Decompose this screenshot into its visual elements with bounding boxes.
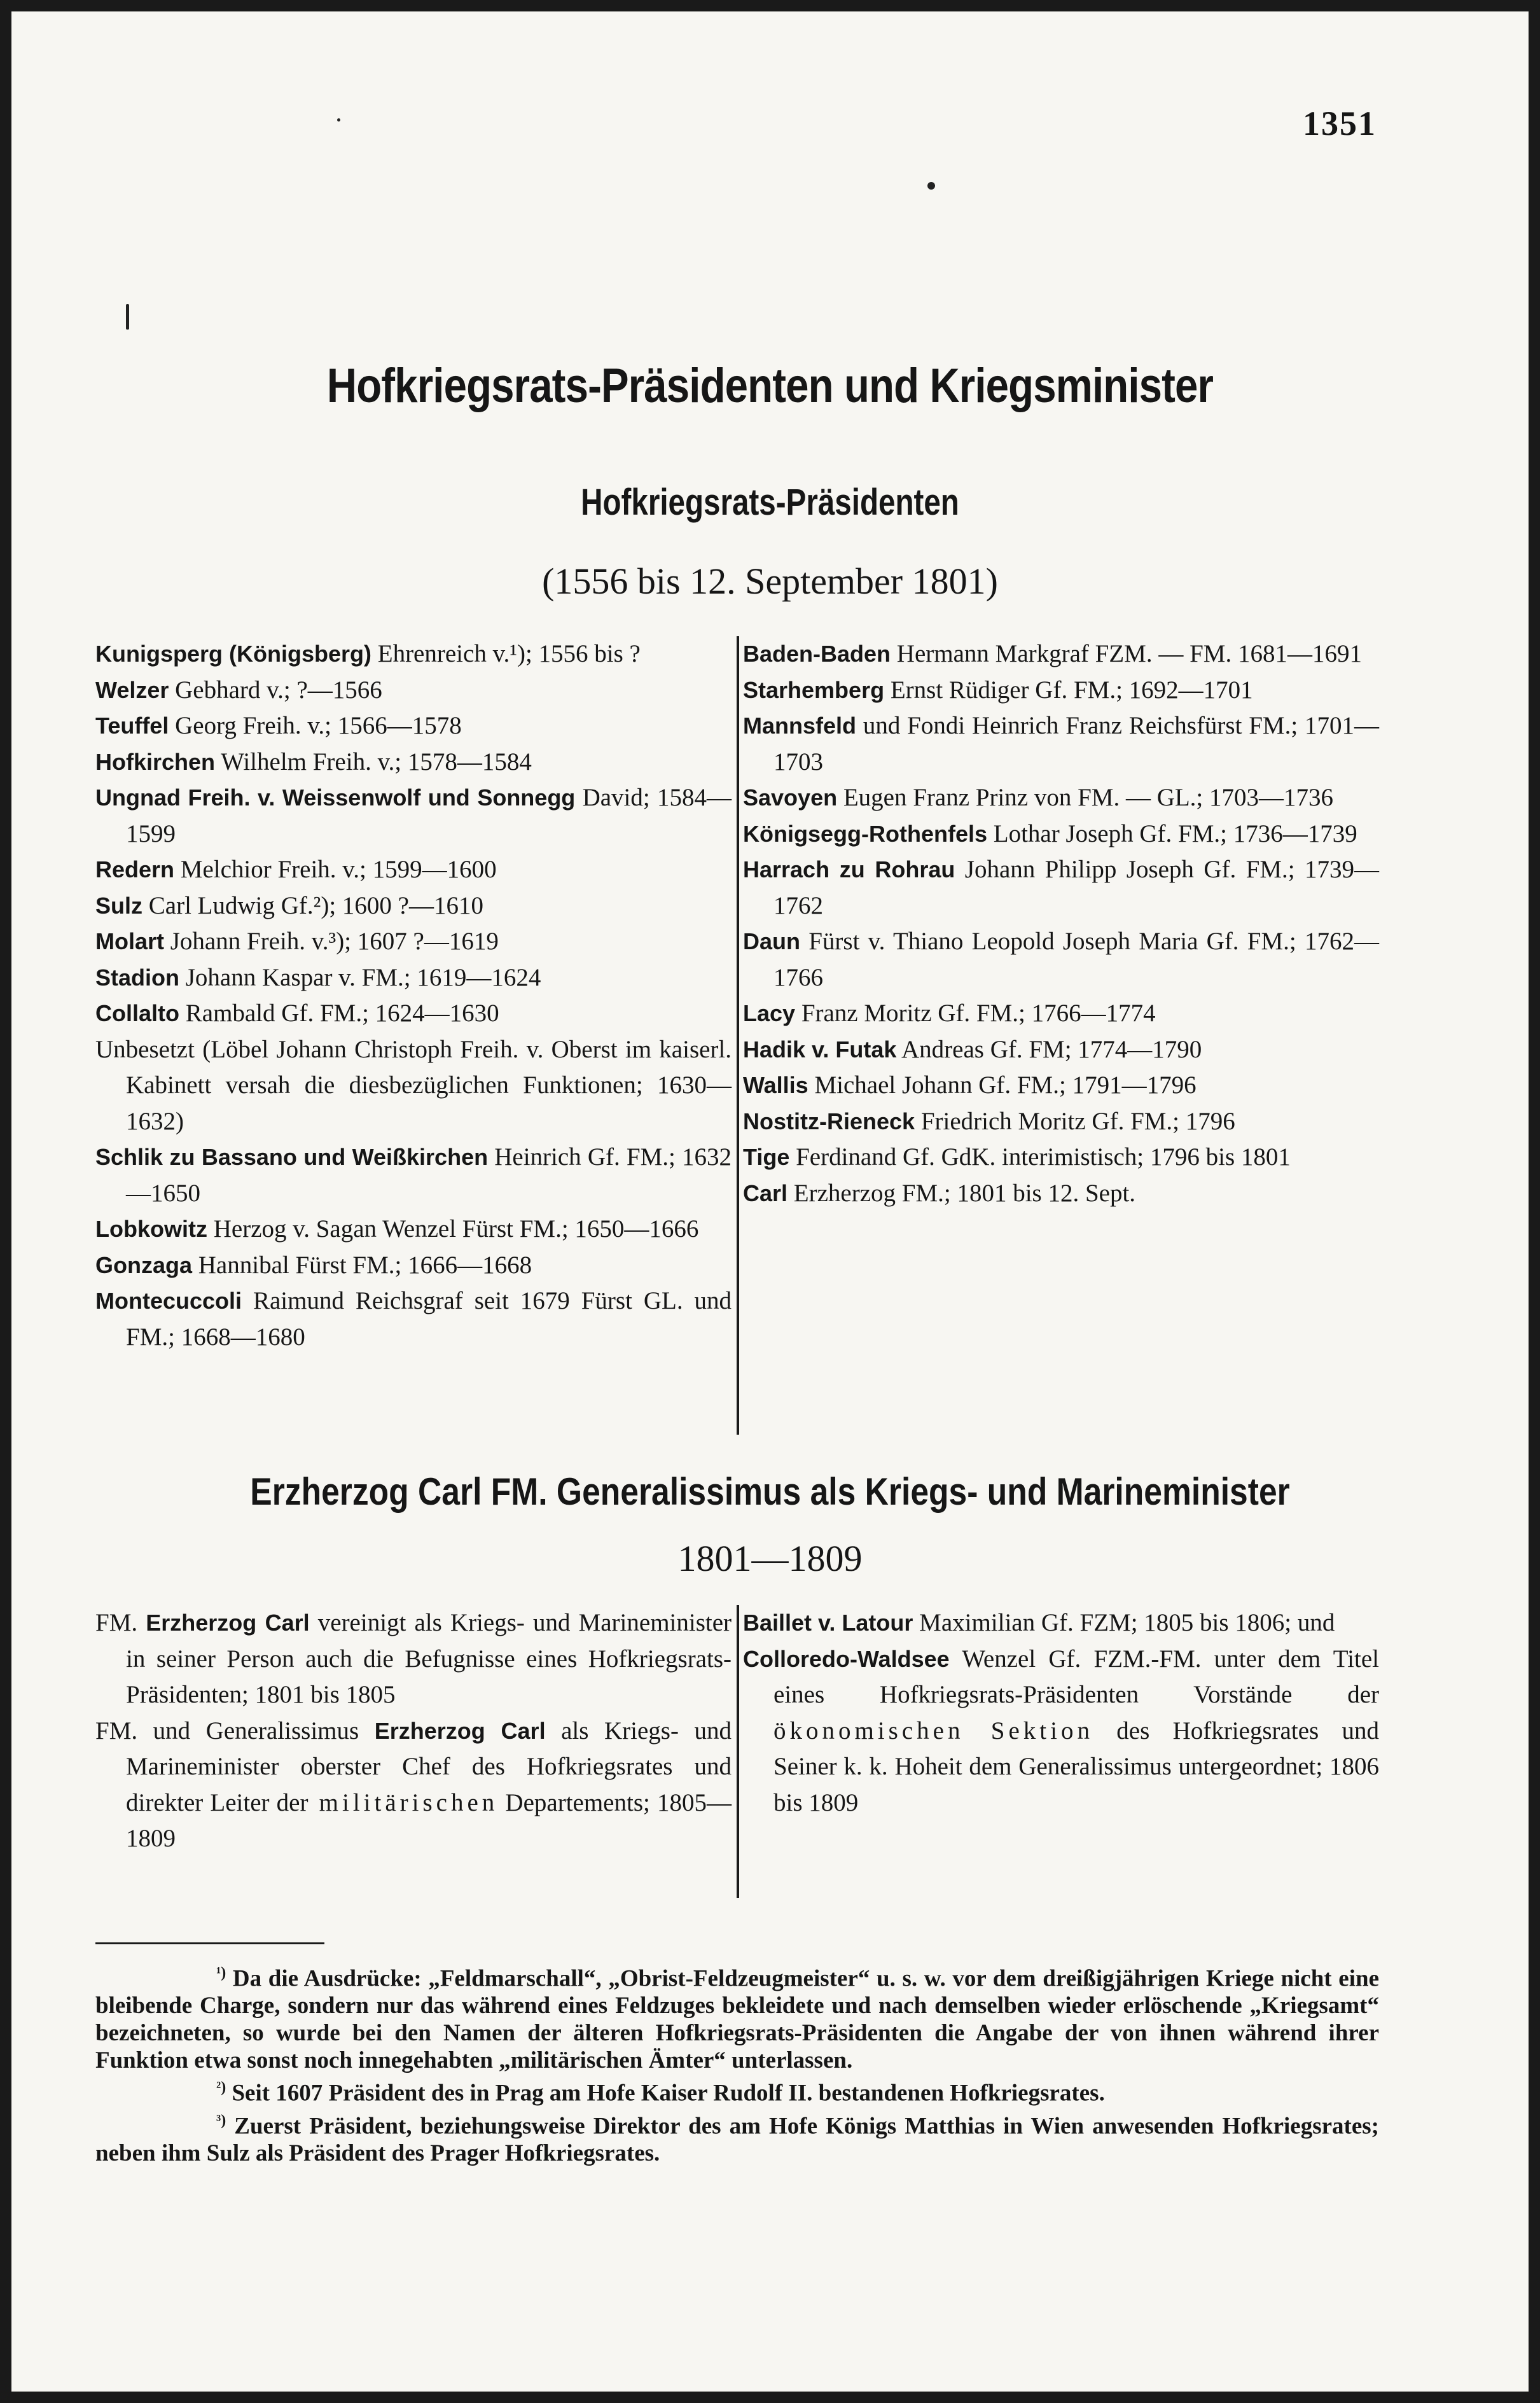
footnote: $^{^3)}$ Zuerst Präsident, beziehungsweise Direktor des am Hofe Königs Matthias in Wien anwesenden Hofkriegsrates; neben ihm Sulz als Präsident des Prager Hofkriegsrates. <box>95 2112 1379 2166</box>
minister-column-left <box>95 1605 732 1857</box>
president-entry: Montecuccoli Raimund Reichsgraf seit 1679 Fürst GL. und FM.; 1668—1680 <box>95 1287 732 1351</box>
book-page <box>11 11 1529 2392</box>
president-name: Nostitz-Rieneck <box>743 1108 915 1134</box>
section-title: Hofkriegsrats-Präsidenten <box>581 482 959 523</box>
president-name: Savoyen <box>743 784 838 811</box>
minister-name: Erzherzog Carl <box>146 1610 310 1636</box>
president-name: Lobkowitz <box>95 1216 207 1242</box>
president-name: Sulz <box>95 892 143 919</box>
president-name: Molart <box>95 928 164 954</box>
president-entry: Tige Ferdinand Gf. GdK. interimistisch; 1796 bis 1801 <box>743 1143 1291 1171</box>
president-entry: Kunigsperg (Königsberg) Ehrenreich v.¹); 1556 bis ? <box>95 640 641 667</box>
president-entry: Lobkowitz Herzog v. Sagan Wenzel Fürst FM.; 1650—1666 <box>95 1215 699 1243</box>
president-entry: Molart Johann Freih. v.³); 1607 ?—1619 <box>95 928 499 955</box>
president-name: Starhemberg <box>743 676 885 703</box>
president-name: Hofkirchen <box>95 748 216 775</box>
president-entry: Redern Melchior Freih. v.; 1599—1600 <box>95 856 497 883</box>
footnote-rule <box>95 1942 324 1944</box>
president-entry: Teuffel Georg Freih. v.; 1566—1578 <box>95 712 462 739</box>
presidents-column-right <box>743 636 1379 1211</box>
president-name: Lacy <box>743 1000 796 1026</box>
page-title: Hofkriegsrats-Präsidenten und Kriegsminister <box>326 359 1214 413</box>
president-name: Collalto <box>95 1000 179 1026</box>
president-name: Montecuccoli <box>95 1288 242 1314</box>
president-name: Redern <box>95 856 175 882</box>
column-divider <box>737 636 739 1435</box>
president-name: Baden-Baden <box>743 641 891 667</box>
president-entry: Lacy Franz Moritz Gf. FM.; 1766—1774 <box>743 1000 1156 1027</box>
president-name: Stadion <box>95 964 179 991</box>
footnotes <box>95 1960 1379 2167</box>
minister-name: Erzherzog Carl <box>374 1717 546 1744</box>
president-name: Hadik v. Futak <box>743 1036 897 1062</box>
minister-entry: FM. Erzherzog Carl vereinigt als Kriegs- und Marineminister in seiner Person auch die Befugnisse eines Hofkriegsrats-Präsidenten; 1801 bis 1805 <box>95 1609 732 1708</box>
president-name: Harrach zu Rohrau <box>743 856 955 882</box>
president-entry: Collalto Rambald Gf. FM.; 1624—1630 <box>95 1000 499 1027</box>
vacancy-entry: Unbesetzt (Löbel Johann Christoph Freih. v. Oberst im kaiserl. Kabinett versah die diesbezüglichen Funktionen; 1630—1632) <box>95 1035 732 1135</box>
minister-name: Colloredo-Waldsee <box>743 1645 950 1672</box>
president-entry: Schlik zu Bassano und Weißkirchen Heinrich Gf. FM.; 1632—1650 <box>95 1143 732 1207</box>
president-entry: Stadion Johann Kaspar v. FM.; 1619—1624 <box>95 963 541 991</box>
presidents-column-left <box>95 636 732 1355</box>
section-date-range: (1556 bis 12. September 1801) <box>542 561 998 602</box>
president-name: Königsegg-Rothenfels <box>743 820 987 847</box>
president-name: Schlik zu Bassano und Weißkirchen <box>95 1144 489 1170</box>
page-number: 1351 <box>1303 104 1377 143</box>
president-name: Kunigsperg (Königsberg) <box>95 641 371 667</box>
president-entry: Starhemberg Ernst Rüdiger Gf. FM.; 1692—1701 <box>743 676 1253 704</box>
footnote: $^{^2)}$ Seit 1607 Präsident des in Prag am Hofe Kaiser Rudolf II. bestandenen Hofkriegsrates. <box>216 2079 1105 2107</box>
president-entry: Welzer Gebhard v.; ?—1566 <box>95 676 382 704</box>
footnote: $^{^1)}$ Da die Ausdrücke: „Feldmarschall“, „Obrist-Feldzeugmeister“ u. s. w. vor dem dreißigjährigen Kriege nicht eine bleibende Charge, sondern nur das während eines Feldzuges bekleidete und nach demselben wieder erlöschende „Kriegsamt“ bezeichneten, so wurde bei den Namen der älteren Hofkriegsrats-Präsidenten die Angabe der von ihnen während ihrer Funktion etwa sonst noch innegehabten „militärischen Ämter“ unterlassen. <box>95 1965 1379 2074</box>
ink-speck <box>337 118 340 122</box>
president-entry: Königsegg-Rothenfels Lothar Joseph Gf. FM.; 1736—1739 <box>743 819 1357 847</box>
president-entry: Carl Erzherzog FM.; 1801 bis 12. Sept. <box>743 1179 1136 1207</box>
president-entry: Ungnad Freih. v. Weissenwolf und Sonnegg David; 1584—1599 <box>95 784 732 847</box>
president-entry: Harrach zu Rohrau Johann Philipp Joseph Gf. FM.; 1739—1762 <box>743 856 1379 919</box>
president-name: Tige <box>743 1144 790 1170</box>
president-name: Gonzaga <box>95 1251 193 1278</box>
president-name: Mannsfeld <box>743 713 857 739</box>
section-years: 1801—1809 <box>677 1538 863 1579</box>
president-name: Ungnad Freih. v. Weissenwolf und Sonnegg <box>95 784 576 811</box>
president-name: Wallis <box>743 1072 808 1098</box>
president-entry: Sulz Carl Ludwig Gf.²); 1600 ?—1610 <box>95 891 483 919</box>
president-entry: Baden-Baden Hermann Markgraf FZM. — FM. 1681—1691 <box>743 640 1362 667</box>
minister-entry: Baillet v. Latour Maximilian Gf. FZM; 1805 bis 1806; und <box>743 1609 1335 1636</box>
president-entry: Nostitz-Rieneck Friedrich Moritz Gf. FM.; 1796 <box>743 1107 1235 1135</box>
president-name: Carl <box>743 1180 788 1206</box>
minister-entry: Colloredo-Waldsee Wenzel Gf. FZM.-FM. unter dem Titel eines Hofkriegsrats-Präsidenten Vorstände der ökonomischen Sektion des Hofkriegsrates und Seiner k. k. Hoheit dem Generalissimus untergeordnet; 1806 bis 1809 <box>743 1645 1379 1816</box>
minister-entry: FM. und Generalissimus Erzherzog Carl als Kriegs- und Marineminister oberster Chef des Hofkriegsrates und direkter Leiter der militärischen Departements; 1805—1809 <box>95 1717 732 1852</box>
president-name: Daun <box>743 928 800 954</box>
ink-speck <box>126 304 129 330</box>
column-divider <box>737 1605 739 1898</box>
president-entry: Daun Fürst v. Thiano Leopold Joseph Maria Gf. FM.; 1762—1766 <box>743 928 1379 991</box>
president-entry: Gonzaga Hannibal Fürst FM.; 1666—1668 <box>95 1251 532 1279</box>
president-name: Teuffel <box>95 713 169 739</box>
president-entry: Mannsfeld und Fondi Heinrich Franz Reichsfürst FM.; 1701—1703 <box>743 712 1379 776</box>
president-entry: Savoyen Eugen Franz Prinz von FM. — GL.; 1703—1736 <box>743 784 1334 811</box>
minister-name: Baillet v. Latour <box>743 1610 913 1636</box>
president-entry: Hadik v. Futak Andreas Gf. FM; 1774—1790 <box>743 1035 1202 1063</box>
president-name: Welzer <box>95 676 169 703</box>
president-entry: Hofkirchen Wilhelm Freih. v.; 1578—1584 <box>95 748 532 776</box>
president-entry: Wallis Michael Johann Gf. FM.; 1791—1796 <box>743 1071 1197 1099</box>
ink-speck <box>927 182 935 190</box>
section-title-minister: Erzherzog Carl FM. Generalissimus als Kriegs- und Marineminister <box>250 1470 1290 1513</box>
minister-column-right <box>743 1605 1379 1821</box>
